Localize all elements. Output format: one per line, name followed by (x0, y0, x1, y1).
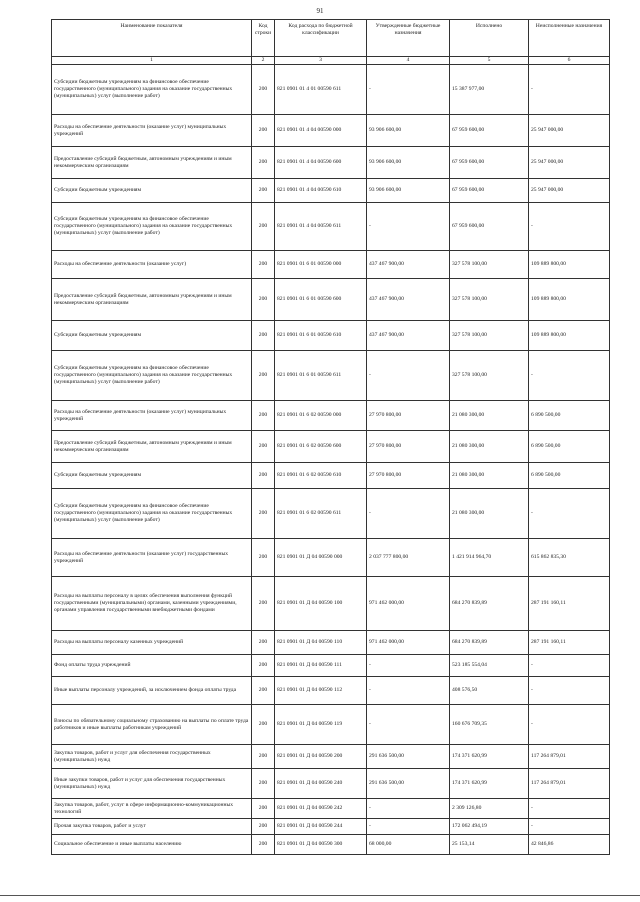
header-indicator-name: Наименование показателя (52, 20, 252, 57)
row-approved: 27 970 800,00 (367, 463, 450, 489)
row-name: Расходы на выплаты персоналу в целях обеспечения выполнения функций государственными (муниципальными) органами, казенными учреждениями, органами управления государственными внебюджетными фондами (52, 577, 252, 631)
row-expense-code: 821 0901 01 6 02 00590 610 (275, 463, 367, 489)
row-unexecuted: 109 889 800,00 (529, 251, 610, 279)
table-row (52, 489, 610, 539)
row-approved: 2 037 777 800,00 (367, 539, 450, 577)
row-name: Иные выплаты персоналу учреждений, за исключением фонда оплаты труда (52, 677, 252, 705)
row-expense-code: 821 0901 01 Д 04 00590 100 (275, 577, 367, 631)
row-unexecuted: 6 890 500,00 (529, 401, 610, 431)
row-executed: 327 578 100,00 (450, 279, 529, 321)
row-expense-code: 821 0901 01 Д 04 00590 110 (275, 631, 367, 655)
row-line-code: 200 (252, 799, 275, 819)
row-expense-code: 821 0901 01 Д 04 00590 119 (275, 705, 367, 745)
row-expense-code: 821 0901 01 4 01 00590 611 (275, 65, 367, 115)
row-unexecuted: 109 889 800,00 (529, 279, 610, 321)
row-expense-code: 821 0901 01 Д 04 00590 244 (275, 819, 367, 835)
table-row (52, 655, 610, 677)
row-unexecuted: 42 846,86 (529, 835, 610, 855)
row-unexecuted: - (529, 799, 610, 819)
row-line-code: 200 (252, 769, 275, 799)
row-unexecuted: 6 890 500,00 (529, 463, 610, 489)
row-unexecuted: 25 947 000,00 (529, 147, 610, 179)
table-body (52, 65, 610, 855)
row-name: Предоставление субсидий бюджетным, автономным учреждениям и иным некоммерческим организациям (52, 279, 252, 321)
row-expense-code: 821 0901 01 4 04 00590 611 (275, 203, 367, 251)
row-approved: - (367, 799, 450, 819)
header-line-code: Код строки (252, 20, 275, 57)
table-row (52, 115, 610, 147)
row-executed: 67 959 600,00 (450, 115, 529, 147)
table-row (52, 463, 610, 489)
row-name: Прочая закупка товаров, работ и услуг (52, 819, 252, 835)
table-row (52, 401, 610, 431)
row-line-code: 200 (252, 251, 275, 279)
table-row (52, 769, 610, 799)
table-row (52, 539, 610, 577)
row-expense-code: 821 0901 01 Д 04 00590 240 (275, 769, 367, 799)
row-expense-code: 821 0901 01 4 04 00590 600 (275, 147, 367, 179)
header-approved: Утвержденные бюджетные назначения (367, 20, 450, 57)
row-name: Субсидии бюджетным учреждениям на финансовое обеспечение государственного (муниципального) задания на оказание государственных (муниципальных) услуг (выполнение работ) (52, 351, 252, 401)
table-row (52, 631, 610, 655)
table-row (52, 65, 610, 115)
row-approved: - (367, 655, 450, 677)
row-unexecuted: 6 890 500,00 (529, 431, 610, 463)
table-row (52, 251, 610, 279)
row-executed: 327 578 100,00 (450, 321, 529, 351)
row-unexecuted: - (529, 203, 610, 251)
row-unexecuted: 25 947 000,00 (529, 179, 610, 203)
row-unexecuted: 287 191 160,11 (529, 577, 610, 631)
row-unexecuted: 117 264 879,01 (529, 769, 610, 799)
row-name: Социальное обеспечение и иные выплаты населению (52, 835, 252, 855)
row-executed: 21 080 300,00 (450, 463, 529, 489)
table-row (52, 179, 610, 203)
row-unexecuted: 109 889 800,00 (529, 321, 610, 351)
row-expense-code: 821 0901 01 Д 04 00590 112 (275, 677, 367, 705)
row-expense-code: 821 0901 01 6 02 00590 600 (275, 431, 367, 463)
row-line-code: 200 (252, 65, 275, 115)
row-executed: 684 270 839,89 (450, 631, 529, 655)
row-line-code: 200 (252, 147, 275, 179)
row-executed: 21 080 300,00 (450, 431, 529, 463)
page-number: 91 (316, 7, 324, 15)
row-executed: 2 309 126,80 (450, 799, 529, 819)
row-unexecuted: 25 947 000,00 (529, 115, 610, 147)
row-line-code: 200 (252, 705, 275, 745)
row-unexecuted: - (529, 705, 610, 745)
row-name: Фонд оплаты труда учреждений (52, 655, 252, 677)
row-line-code: 200 (252, 431, 275, 463)
row-approved: 93 906 600,00 (367, 147, 450, 179)
table-row (52, 351, 610, 401)
row-name: Закупка товаров, работ и услуг для обеспечения государственных (муниципальных) нужд (52, 745, 252, 769)
row-approved: 437 467 900,00 (367, 279, 450, 321)
row-unexecuted: - (529, 819, 610, 835)
row-approved: - (367, 65, 450, 115)
row-line-code: 200 (252, 677, 275, 705)
row-approved: 971 462 000,00 (367, 631, 450, 655)
row-name: Субсидии бюджетным учреждениям на финансовое обеспечение государственного (муниципального) задания на оказание государственных (муниципальных) услуг (выполнение работ) (52, 203, 252, 251)
column-number: 1 (52, 57, 252, 65)
row-approved: - (367, 677, 450, 705)
row-line-code: 200 (252, 179, 275, 203)
row-name: Предоставление субсидий бюджетным, автономным учреждениям и иным некоммерческим организациям (52, 431, 252, 463)
table-row (52, 799, 610, 819)
row-name: Субсидии бюджетным учреждениям (52, 179, 252, 203)
row-unexecuted: - (529, 655, 610, 677)
row-name: Закупка товаров, работ, услуг в сфере информационно-коммуникационных технологий (52, 799, 252, 819)
table-row (52, 835, 610, 855)
column-number-row (52, 57, 610, 65)
table-row (52, 677, 610, 705)
row-unexecuted: - (529, 677, 610, 705)
row-executed: 327 578 100,00 (450, 251, 529, 279)
row-expense-code: 821 0901 01 Д 04 00590 242 (275, 799, 367, 819)
row-executed: 67 959 600,00 (450, 203, 529, 251)
row-approved: 27 970 800,00 (367, 431, 450, 463)
table-row (52, 147, 610, 179)
row-executed: 67 959 600,00 (450, 179, 529, 203)
row-expense-code: 821 0901 01 6 02 00590 000 (275, 401, 367, 431)
row-name: Иные закупки товаров, работ и услуг для обеспечения государственных (муниципальных) нужд (52, 769, 252, 799)
row-expense-code: 821 0901 01 4 04 00590 000 (275, 115, 367, 147)
row-line-code: 200 (252, 577, 275, 631)
row-executed: 408 576,50 (450, 677, 529, 705)
column-number: 6 (529, 57, 610, 65)
row-line-code: 200 (252, 351, 275, 401)
column-number: 2 (252, 57, 275, 65)
row-approved: 93 906 600,00 (367, 115, 450, 147)
column-number: 5 (450, 57, 529, 65)
row-expense-code: 821 0901 01 Д 04 00590 000 (275, 539, 367, 577)
row-name: Субсидии бюджетным учреждениям (52, 463, 252, 489)
row-name: Расходы на обеспечение деятельности (оказание услуг) (52, 251, 252, 279)
row-line-code: 200 (252, 279, 275, 321)
row-line-code: 200 (252, 819, 275, 835)
row-expense-code: 821 0901 01 6 01 00590 610 (275, 321, 367, 351)
row-unexecuted: - (529, 65, 610, 115)
row-line-code: 200 (252, 655, 275, 677)
row-unexecuted: - (529, 489, 610, 539)
row-executed: 21 080 300,00 (450, 401, 529, 431)
row-approved: - (367, 203, 450, 251)
row-executed: 25 153,14 (450, 835, 529, 855)
table-row (52, 745, 610, 769)
row-line-code: 200 (252, 631, 275, 655)
row-name: Расходы на обеспечение деятельности (оказание услуг) муниципальных учреждений (52, 401, 252, 431)
row-executed: 1 421 914 964,70 (450, 539, 529, 577)
row-approved: 27 970 800,00 (367, 401, 450, 431)
row-unexecuted: 287 191 160,11 (529, 631, 610, 655)
row-approved: - (367, 819, 450, 835)
row-expense-code: 821 0901 01 6 01 00590 600 (275, 279, 367, 321)
row-approved: 93 906 600,00 (367, 179, 450, 203)
table-row (52, 577, 610, 631)
row-executed: 160 676 709,35 (450, 705, 529, 745)
row-expense-code: 821 0901 01 Д 04 00590 111 (275, 655, 367, 677)
row-name: Расходы на выплаты персоналу казенных учреждений (52, 631, 252, 655)
row-expense-code: 821 0901 01 4 04 00590 610 (275, 179, 367, 203)
row-line-code: 200 (252, 745, 275, 769)
row-line-code: 200 (252, 203, 275, 251)
row-executed: 15 387 977,00 (450, 65, 529, 115)
row-executed: 174 371 620,99 (450, 745, 529, 769)
row-name: Предоставление субсидий бюджетным, автономным учреждениям и иным некоммерческим организациям (52, 147, 252, 179)
header-expense-code: Код расхода по бюджетной классификации (275, 20, 367, 57)
row-executed: 523 185 554,04 (450, 655, 529, 677)
row-line-code: 200 (252, 463, 275, 489)
budget-execution-table (51, 19, 610, 855)
header-unexecuted: Неисполненные назначения (529, 20, 610, 57)
row-line-code: 200 (252, 321, 275, 351)
row-approved: 68 000,00 (367, 835, 450, 855)
row-name: Субсидии бюджетным учреждениям на финансовое обеспечение государственного (муниципального) задания на оказание государственных (муниципальных) услуг (выполнение работ) (52, 65, 252, 115)
row-executed: 174 371 620,99 (450, 769, 529, 799)
header-row (52, 20, 610, 57)
row-name: Субсидии бюджетным учреждениям на финансовое обеспечение государственного (муниципального) задания на оказание государственных (муниципальных) услуг (выполнение работ) (52, 489, 252, 539)
row-executed: 327 578 100,00 (450, 351, 529, 401)
row-approved: - (367, 489, 450, 539)
bottom-divider (0, 895, 640, 896)
column-number: 3 (275, 57, 367, 65)
row-line-code: 200 (252, 401, 275, 431)
table-row (52, 321, 610, 351)
row-line-code: 200 (252, 115, 275, 147)
row-name: Расходы на обеспечение деятельности (оказание услуг) государственных учреждений (52, 539, 252, 577)
row-executed: 67 959 600,00 (450, 147, 529, 179)
row-name: Расходы на обеспечение деятельности (оказание услуг) муниципальных учреждений (52, 115, 252, 147)
row-approved: 971 462 000,00 (367, 577, 450, 631)
row-approved: 437 467 900,00 (367, 251, 450, 279)
row-approved: 437 467 900,00 (367, 321, 450, 351)
header-executed: Исполнено (450, 20, 529, 57)
row-expense-code: 821 0901 01 6 02 00590 611 (275, 489, 367, 539)
row-expense-code: 821 0901 01 Д 04 00590 300 (275, 835, 367, 855)
row-unexecuted: 615 862 835,30 (529, 539, 610, 577)
row-name: Взносы по обязательному социальному страхованию на выплаты по оплате труда работников и иные выплаты работникам учреждений (52, 705, 252, 745)
row-expense-code: 821 0901 01 6 01 00590 611 (275, 351, 367, 401)
column-number: 4 (367, 57, 450, 65)
row-executed: 684 270 839,89 (450, 577, 529, 631)
row-executed: 21 080 300,00 (450, 489, 529, 539)
row-approved: 291 636 500,00 (367, 745, 450, 769)
row-expense-code: 821 0901 01 6 01 00590 000 (275, 251, 367, 279)
row-unexecuted: 117 264 879,01 (529, 745, 610, 769)
table-row (52, 431, 610, 463)
row-line-code: 200 (252, 539, 275, 577)
row-expense-code: 821 0901 01 Д 04 00590 200 (275, 745, 367, 769)
row-approved: - (367, 351, 450, 401)
table-row (52, 705, 610, 745)
row-approved: 291 636 500,00 (367, 769, 450, 799)
row-line-code: 200 (252, 835, 275, 855)
row-name: Субсидии бюджетным учреждениям (52, 321, 252, 351)
row-executed: 172 062 494,19 (450, 819, 529, 835)
table-row (52, 279, 610, 321)
row-line-code: 200 (252, 489, 275, 539)
table-row (52, 203, 610, 251)
table-row (52, 819, 610, 835)
row-approved: - (367, 705, 450, 745)
row-unexecuted: - (529, 351, 610, 401)
